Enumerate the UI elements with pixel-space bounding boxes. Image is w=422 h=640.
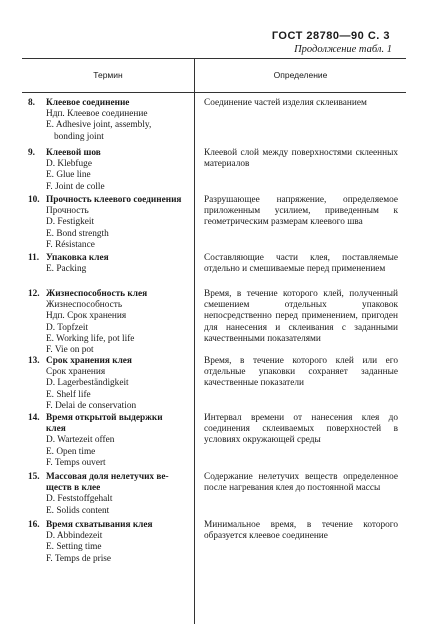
column-header-term: Термин: [93, 70, 123, 80]
term-variant: E. Setting time: [46, 542, 102, 553]
term-cell: [28, 472, 198, 517]
definition-cell: Разрушающее напряжение, определяемое приложенным усилием, приведенным к геометрическим размерам клеевого шва: [204, 195, 398, 228]
term-variant: bonding joint: [54, 131, 104, 142]
page-header: ГОСТ 28780—90 С. 3: [271, 30, 390, 42]
term-variant: F. Vie on pot: [46, 345, 94, 356]
term-variant: E. Solids content: [46, 505, 110, 516]
term-title: Срок хранения клея: [46, 356, 132, 366]
term-cell: [28, 413, 198, 469]
term-number: 8.: [28, 98, 35, 108]
definition-cell: Интервал времени от нанесения клея до соединения склеиваемых поверхностей в условиях окружающей среды: [204, 413, 398, 446]
term-variant: E. Open time: [46, 446, 96, 457]
term-cell: [28, 195, 198, 251]
term-variant: F. Temps ouvert: [46, 457, 106, 468]
term-variant: D. Lagerbeständigkeit: [46, 378, 129, 389]
term-variant: D. Feststoffgehalt: [46, 494, 113, 505]
term-variant: Срок хранения: [46, 367, 106, 378]
definition-cell: Время, в течение которого клей или его отдельные упаковки сохраняет заданные качественные показатели: [204, 356, 398, 389]
term-title-continuation: клея: [46, 424, 66, 435]
definition-cell: Минимальное время, в течение которого образуется клеевое соединение: [204, 520, 398, 542]
term-variant: E. Bond strength: [46, 228, 109, 239]
term-title: Упаковка клея: [46, 253, 109, 263]
term-variant: D. Festigkeit: [46, 217, 95, 228]
term-number: 13.: [28, 356, 40, 366]
term-cell: [28, 98, 198, 143]
term-cell: [28, 148, 198, 193]
term-cell: [28, 253, 198, 275]
term-variant: E. Shelf life: [46, 389, 91, 400]
term-title: Время схватывания клея: [46, 520, 153, 530]
term-variant: E. Adhesive joint, assembly,: [46, 120, 152, 131]
term-title: Клеевой шов: [46, 148, 101, 158]
term-variant: Ндп. Клеевое соединение: [46, 109, 148, 120]
term-variant: Жизнеспособность: [46, 300, 123, 311]
definition-cell: Клеевой слой между поверхностями склеенных материалов: [204, 148, 398, 170]
term-number: 14.: [28, 413, 40, 423]
definition-cell: Содержание нелетучих веществ определенное после нагревания клея до постоянной массы: [204, 472, 398, 494]
term-variant: Прочность: [46, 206, 89, 217]
terms-table: [22, 58, 406, 624]
term-variant: F. Résistance: [46, 239, 95, 250]
term-number: 12.: [28, 289, 40, 299]
term-cell: [28, 520, 198, 565]
term-number: 10.: [28, 195, 40, 205]
column-header-definition: Определение: [273, 70, 328, 80]
term-variant: E. Packing: [46, 264, 87, 275]
term-variant: F. Temps de prise: [46, 553, 112, 564]
term-variant: E. Working life, pot life: [46, 333, 135, 344]
table-top-border: [22, 58, 406, 59]
term-cell: [28, 356, 198, 412]
term-variant: Ндп. Срок хранения: [46, 311, 127, 322]
term-variant: F. Joint de colle: [46, 181, 105, 192]
definition-cell: Соединение частей изделия склеиванием: [204, 98, 367, 108]
term-title: Время открытой выдержки: [46, 413, 163, 423]
term-number: 15.: [28, 472, 40, 482]
term-variant: D. Abbindezeit: [46, 531, 103, 542]
term-variant: E. Glue line: [46, 170, 91, 181]
term-number: 16.: [28, 520, 40, 530]
term-number: 11.: [28, 253, 40, 263]
term-variant: F. Delai de conservation: [46, 400, 137, 411]
term-title: Клеевое соединение: [46, 98, 130, 108]
term-title-continuation: ществ в клее: [46, 483, 101, 494]
definition-cell: Время, в течение которого клей, полученный смешением отдельных упаковок непосредственно перед применением, пригоден для нанесения и склеивания с заданными качественными показателями: [204, 289, 398, 344]
definition-cell: Составляющие части клея, поставляемые отдельно и смешиваемые перед применением: [204, 253, 398, 275]
table-header-border: [22, 92, 406, 93]
table-continuation-label: Продолжение табл. 1: [294, 44, 392, 55]
term-number: 9.: [28, 148, 35, 158]
term-variant: D. Topfzeit: [46, 322, 89, 333]
term-title: Массовая доля нелетучих ве-: [46, 472, 169, 482]
term-title: Жизнеспособность клея: [46, 289, 148, 299]
term-title: Прочность клеевого соединения: [46, 195, 182, 205]
term-variant: D. Klebfuge: [46, 159, 92, 170]
term-variant: D. Wartezeit offen: [46, 435, 115, 446]
term-cell: [28, 289, 198, 356]
